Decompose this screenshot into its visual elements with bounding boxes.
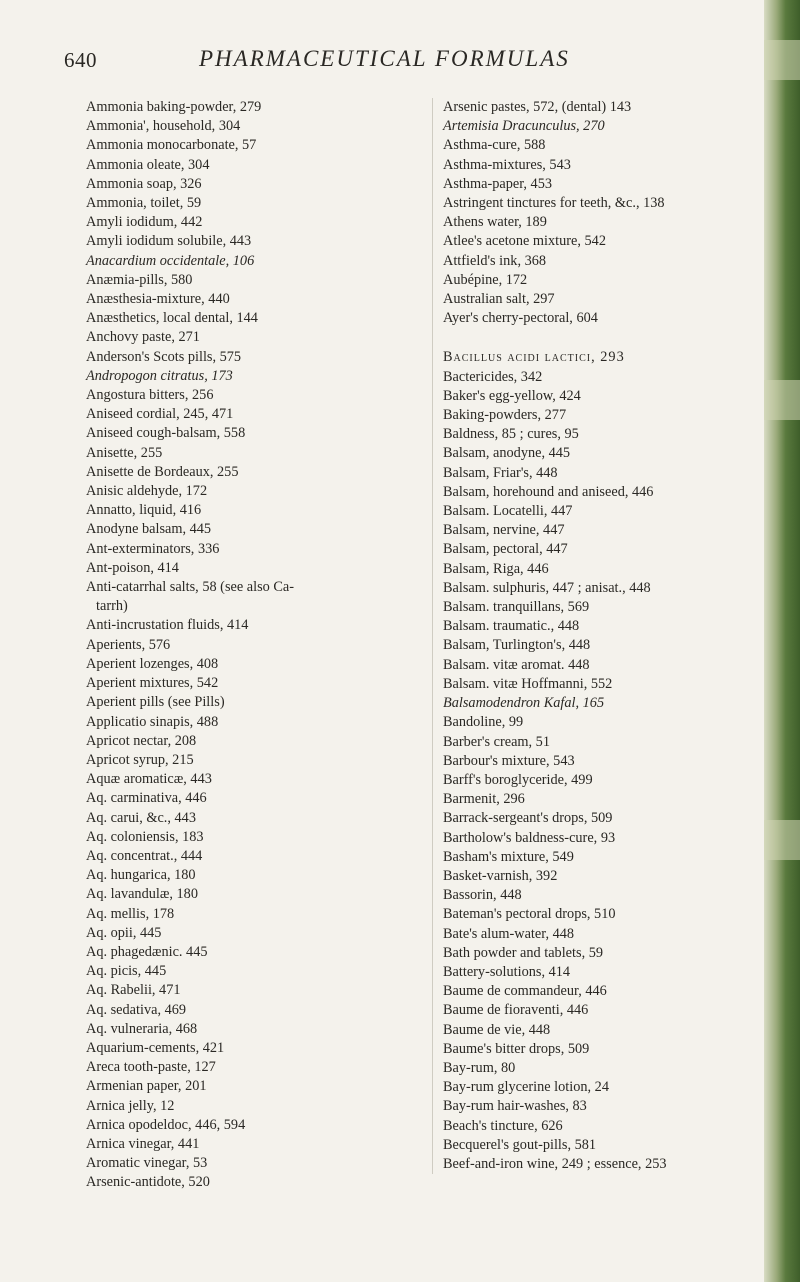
index-entry: Aq. lavandulæ, 180	[86, 886, 198, 903]
index-entry: Bay-rum hair-washes, 83	[443, 1098, 587, 1115]
index-entry: Ant-poison, 414	[86, 559, 179, 576]
index-entry: Bath powder and tablets, 59	[443, 944, 604, 961]
index-entry: Aq. hungarica, 180	[86, 867, 196, 884]
page-header	[64, 46, 754, 76]
index-entry: Bay-rum, 80	[443, 1059, 516, 1076]
index-entry: Baume's bitter drops, 509	[443, 1040, 590, 1057]
index-entry: Apricot syrup, 215	[86, 751, 194, 768]
index-entry: Battery-solutions, 414	[443, 963, 571, 980]
index-entry: Aq. concentrat., 444	[86, 847, 203, 864]
index-entry: Artemisia Dracunculus, 270	[443, 118, 605, 135]
index-entry: Aq. vulneraria, 468	[86, 1020, 198, 1037]
index-entry: Aquæ aromaticæ, 443	[86, 771, 212, 788]
index-entry: Ammonia', household, 304	[86, 118, 241, 135]
index-entry: Athens water, 189	[443, 214, 547, 231]
index-entry: Asthma-cure, 588	[443, 137, 546, 154]
index-entry: Bassorin, 448	[443, 887, 522, 904]
index-entry: Arnica jelly, 12	[86, 1097, 175, 1114]
index-entry: Bay-rum glycerine lotion, 24	[443, 1079, 609, 1096]
section-gap	[443, 328, 773, 348]
index-entry: Anti-incrustation fluids, 414	[86, 617, 249, 634]
page-number: 640	[64, 48, 97, 72]
index-entry: Anti-catarrhal salts, 58 (see also Ca-	[86, 579, 295, 596]
index-entry: Balsam. tranquillans, 569	[443, 599, 590, 616]
index-entry: Balsam. Locatelli, 447	[443, 503, 573, 520]
index-entry: Bandoline, 99	[443, 714, 524, 731]
index-entry: Basket-varnish, 392	[443, 867, 558, 884]
index-entry: Asthma-paper, 453	[443, 175, 553, 192]
index-entry: Becquerel's gout-pills, 581	[443, 1136, 597, 1153]
index-entry: Applicatio sinapis, 488	[86, 713, 219, 730]
index-entry: Ammonia oleate, 304	[86, 156, 210, 173]
index-column-left	[86, 98, 416, 1193]
index-entry: Anæmia-pills, 580	[86, 271, 193, 288]
index-entry: Anderson's Scots pills, 575	[86, 348, 242, 365]
index-entry: Barff's boroglyceride, 499	[443, 771, 593, 788]
index-entry: Ammonia baking-powder, 279	[86, 99, 262, 115]
index-entry: Areca tooth-paste, 127	[86, 1059, 216, 1076]
index-entry: Baume de commandeur, 446	[443, 983, 607, 1000]
index-entry: Aq. carminativa, 446	[86, 790, 207, 807]
index-entry: Bateman's pectoral drops, 510	[443, 906, 616, 923]
index-entry: Barmenit, 296	[443, 791, 525, 808]
index-entry: Arnica vinegar, 441	[86, 1135, 200, 1152]
index-entry: Balsamodendron Kafal, 165	[443, 695, 605, 712]
index-entry: Aquarium-cements, 421	[86, 1039, 225, 1056]
index-entry: Balsam, Friar's, 448	[443, 464, 558, 481]
index-entry: Balsam, Riga, 446	[443, 560, 549, 577]
index-entry: tarrh)	[96, 598, 128, 615]
index-entry: Baldness, 85 ; cures, 95	[443, 426, 579, 443]
index-entry: Barrack-sergeant's drops, 509	[443, 810, 613, 827]
index-entry: Aq. carui, &c., 443	[86, 809, 196, 826]
index-entry: Anacardium occidentale, 106	[86, 252, 255, 269]
index-entry: Balsam, horehound and aniseed, 446	[443, 483, 654, 500]
index-entry: Bactericides, 342	[443, 368, 543, 385]
index-entry: Aniseed cough-balsam, 558	[86, 425, 246, 442]
index-entry: Arsenic pastes, 572, (dental) 143	[443, 99, 632, 115]
index-entry: Bartholow's baldness-cure, 93	[443, 829, 616, 846]
index-entry: Baker's egg-yellow, 424	[443, 387, 581, 404]
index-entry: Ammonia, toilet, 59	[86, 195, 202, 212]
index-entry: Atlee's acetone mixture, 542	[443, 233, 606, 250]
index-entry: Anisette, 255	[86, 444, 163, 461]
index-entry: Anchovy paste, 271	[86, 329, 200, 346]
index-entry: Beach's tincture, 626	[443, 1117, 563, 1134]
index-entry: Arsenic-antidote, 520	[86, 1174, 210, 1191]
index-entry: Balsam, pectoral, 447	[443, 541, 568, 558]
index-entry: Aq. Rabelii, 471	[86, 982, 181, 999]
index-entry: Balsam. vitæ Hoffmanni, 552	[443, 675, 613, 692]
index-entry: Attfield's ink, 368	[443, 252, 547, 269]
index-entry: Aperient lozenges, 408	[86, 655, 219, 672]
index-entry: Anæsthetics, local dental, 144	[86, 310, 258, 327]
index-entry: Balsam, nervine, 447	[443, 522, 565, 539]
index-entry: Aperient mixtures, 542	[86, 675, 219, 692]
edge-stain	[764, 40, 800, 80]
index-entry: Annatto, liquid, 416	[86, 502, 202, 519]
index-entry: Amyli iodidum solubile, 443	[86, 233, 252, 250]
index-entry: Amyli iodidum, 442	[86, 214, 203, 231]
index-entry: Aq. picis, 445	[86, 963, 167, 980]
index-entry: Armenian paper, 201	[86, 1078, 207, 1095]
index-entry: Baume de fioraventi, 446	[443, 1002, 589, 1019]
index-entry: Beef-and-iron wine, 249 ; essence, 253	[443, 1155, 667, 1172]
index-entry: Aq. phagedænic. 445	[86, 943, 208, 960]
index-entry: Ayer's cherry-pectoral, 604	[443, 310, 598, 327]
index-entry: Arnica opodeldoc, 446, 594	[86, 1116, 246, 1133]
index-entry: Barbour's mixture, 543	[443, 752, 575, 769]
index-entry: Anodyne balsam, 445	[86, 521, 212, 538]
index-entry: Anæsthesia-mixture, 440	[86, 291, 230, 308]
index-entry: Aq. mellis, 178	[86, 905, 175, 922]
index-entry: Apricot nectar, 208	[86, 732, 197, 749]
index-entry: Balsam, anodyne, 445	[443, 445, 571, 462]
index-entry: Balsam. traumatic., 448	[443, 618, 580, 635]
index-entry: Aperients, 576	[86, 636, 171, 653]
index-entry: Aubépine, 172	[443, 271, 528, 288]
index-entry: Aq. coloniensis, 183	[86, 828, 204, 845]
index-entry: Astringent tinctures for teeth, &c., 138	[443, 195, 665, 212]
index-entry: Ant-exterminators, 336	[86, 540, 220, 557]
index-entry: Aniseed cordial, 245, 471	[86, 406, 234, 423]
index-entry: Asthma-mixtures, 543	[443, 156, 571, 173]
index-column-right	[432, 98, 773, 1174]
index-entry: Basham's mixture, 549	[443, 848, 574, 865]
index-entry: Ammonia monocarbonate, 57	[86, 137, 257, 154]
index-entry: Australian salt, 297	[443, 291, 555, 308]
running-title: PHARMACEUTICAL FORMULAS	[199, 46, 570, 71]
index-entry: Balsam. sulphuris, 447 ; anisat., 448	[443, 579, 651, 596]
index-entry: Baking-powders, 277	[443, 407, 567, 424]
index-entry: Angostura bitters, 256	[86, 387, 214, 404]
index-entry: Ammonia soap, 326	[86, 175, 202, 192]
index-entry: Balsam, Turlington's, 448	[443, 637, 591, 654]
index-entry: Balsam. vitæ aromat. 448	[443, 656, 590, 673]
index-entry: Aq. sedativa, 469	[86, 1001, 187, 1018]
index-entry: Aperient pills (see Pills)	[86, 694, 225, 711]
index-entry: Andropogon citratus, 173	[86, 367, 233, 384]
index-entry: Bate's alum-water, 448	[443, 925, 575, 942]
index-entry: Baume de vie, 448	[443, 1021, 551, 1038]
index-entry: Aromatic vinegar, 53	[86, 1155, 208, 1172]
index-entry: Aq. opii, 445	[86, 924, 162, 941]
index-entry: Anisette de Bordeaux, 255	[86, 463, 239, 480]
index-entry: Bacillus acidi lactici, 293	[443, 349, 625, 366]
index-entry: Anisic aldehyde, 172	[86, 483, 208, 500]
index-entry: Barber's cream, 51	[443, 733, 550, 750]
